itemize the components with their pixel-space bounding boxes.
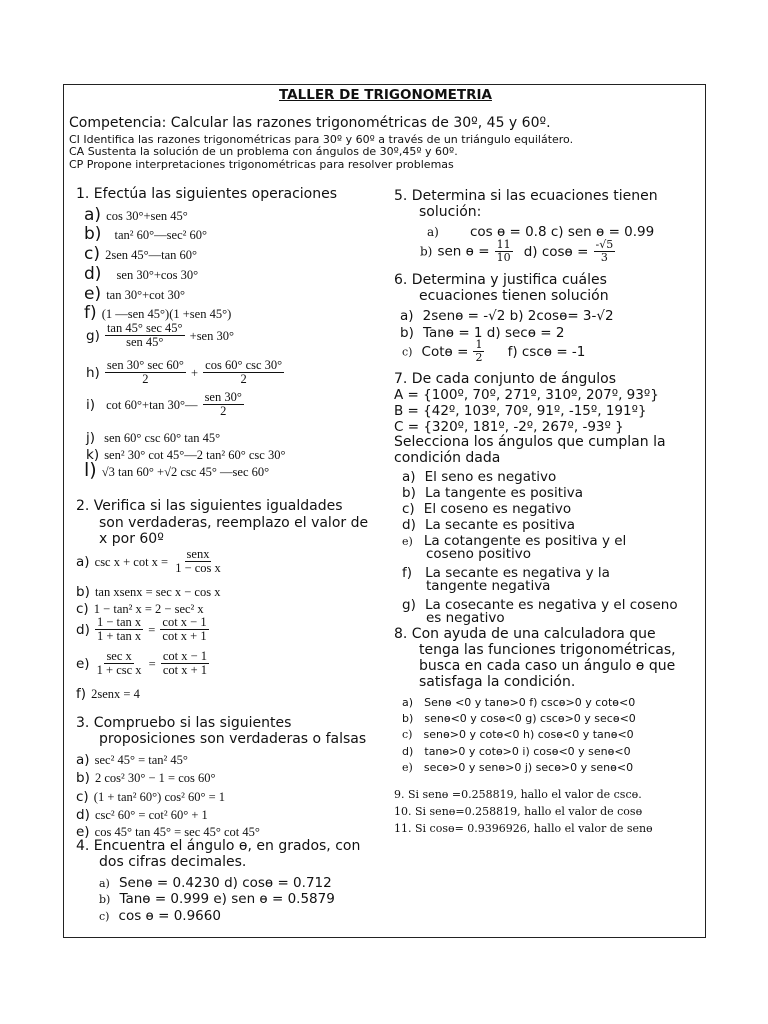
fraction: $\frac{\tan 45^\circ \sec 45^\circ}{\text{sen 45°}}$ xyxy=(106,321,183,350)
q5-item: a) cos ɵ = 0.8 c) sen ɵ = 0.99 xyxy=(427,224,655,240)
q7-item: d) La secante es positiva xyxy=(402,517,576,533)
q2-item: b) tan xsenx = sec x − cos x xyxy=(76,584,221,600)
q6-title-line2: ecuaciones tienen solución xyxy=(419,288,609,304)
fraction: $\frac{\text{cot x − 1}}{\text{cot x + 1}}$ xyxy=(162,649,208,678)
q8-item: d) tanɵ>0 y cotɵ>0 i) cosɵ<0 y senɵ<0 xyxy=(402,745,631,758)
cp-text: CP Propone interpretaciones trigonométricas para resolver problemas xyxy=(69,158,454,171)
q3-item: d) csc² 60° = cot² 60° + 1 xyxy=(76,807,208,823)
q3-item: a) sec² 45° = tan² 45° xyxy=(76,752,188,768)
q1-title: 1. Efectúa las siguientes operaciones xyxy=(76,186,337,202)
q1-item: l) √3 tan 60° +√2 csc 45° —sec 60° xyxy=(84,459,270,481)
q1-item: i) cot 60°+tan 30°— $\frac{\text{sen 30°}}{2}$ xyxy=(86,390,242,419)
q1-item: d) sen 30°+cos 30° xyxy=(84,264,199,284)
q11-text: 11. Si cosɵ= 0.9396926, hallo el valor de senɵ xyxy=(394,822,653,835)
q6-item: c) Cotɵ = $\frac{1}{2}$ f) cscɵ = -1 xyxy=(402,338,586,364)
q8-title-line3: busca en cada caso un ángulo ɵ que xyxy=(419,658,676,674)
q1-item: j) sen 60° csc 60° tan 45° xyxy=(86,430,221,446)
q7-title: 7. De cada conjunto de ángulos xyxy=(394,371,617,387)
q7-item: f) La secante es negativa y la xyxy=(402,565,610,581)
q5-title-line1: 5. Determina si las ecuaciones tienen xyxy=(394,188,658,204)
q3-title-line2: proposiciones son verdaderas o falsas xyxy=(99,731,367,747)
q8-item: b) senɵ<0 y cosɵ<0 g) cscɵ>0 y secɵ<0 xyxy=(402,712,636,725)
q7-item: c) El coseno es negativo xyxy=(402,501,572,517)
q7-item: g) La cosecante es negativa y el coseno xyxy=(402,597,678,613)
q7-item: e) La cotangente es positiva y el xyxy=(402,533,627,549)
worksheet-frame xyxy=(63,84,706,938)
q8-title-line4: satisfaga la condición. xyxy=(419,674,576,690)
fraction: $\frac{\text{sen 30° sec 60°}}{2}$ xyxy=(106,358,184,387)
q2-title-line3: x por 60º xyxy=(99,531,164,547)
fraction: $\frac{\text{1 − tan x}}{\text{1 + tan x}}$ xyxy=(96,615,142,644)
q1-item: a) cos 30°+sen 45° xyxy=(84,205,188,225)
q8-item: c) senɵ>0 y cotɵ<0 h) cosɵ<0 y tanɵ<0 xyxy=(402,728,634,741)
q2-title-line2: son verdaderas, reemplazo el valor de xyxy=(99,515,369,531)
page-title: TALLER DE TRIGONOMETRIA xyxy=(279,87,492,103)
fraction: $\frac{\text{senx}}{\text{1 − cos x}}$ xyxy=(175,547,221,576)
fraction: $\frac{\text{cot x − 1}}{\text{cot x + 1}}$ xyxy=(162,615,207,644)
q3-item: c) (1 + tan² 60°) cos² 60° = 1 xyxy=(76,789,226,805)
q3-title-line1: 3. Compruebo si las siguientes xyxy=(76,715,292,731)
q4-item: a) Senɵ = 0.4230 d) cosɵ = 0.712 xyxy=(99,875,332,891)
q4-item: c) cos ɵ = 0.9660 xyxy=(99,908,221,924)
q1-item: h) $\frac{\text{sen 30° sec 60°}}{2}$ + $\frac{\cos 60^\circ \csc 30^\circ}{2}$ xyxy=(86,358,283,387)
q10-text: 10. Si senɵ=0.258819, hallo el valor de cosɵ xyxy=(394,805,643,818)
q1-item: b) tan² 60°—sec² 60° xyxy=(84,224,208,244)
q6-item: b) Tanɵ = 1 d) secɵ = 2 xyxy=(400,325,565,341)
q1-item: k) sen² 30° cot 45°—2 tan² 60° csc 30° xyxy=(86,447,286,463)
q5-title-line2: solución: xyxy=(419,204,482,220)
set-a: A = {100º, 70º, 271º, 310º, 207º, 93º} xyxy=(394,387,659,403)
fraction: $\frac{11}{10}$ xyxy=(496,238,511,264)
ci-text: CI Identifica las razones trigonométricas para 30º y 60º a través de un triángulo equilátero. xyxy=(69,133,574,146)
ca-text: CA Sustenta la solución de un problema con ángulos de 30º,45º y 60º. xyxy=(69,145,458,158)
q3-item: b) 2 cos² 30° − 1 = cos 60° xyxy=(76,770,216,786)
q8-title-line1: 8. Con ayuda de una calculadora que xyxy=(394,626,656,642)
q4-title-line1: 4. Encuentra el ángulo ɵ, en grados, con xyxy=(76,838,361,854)
set-b: B = {42º, 103º, 70º, 91º, -15º, 191º} xyxy=(394,403,647,419)
q4-title-line2: dos cifras decimales. xyxy=(99,854,247,870)
q5-item: b) sen ɵ = $\frac{11}{10}$ d) cosɵ = $\frac{-√5}{3}$ xyxy=(420,238,614,264)
q7-instruction-line1: Selecciona los ángulos que cumplan la xyxy=(394,434,666,450)
q7-instruction-line2: condición dada xyxy=(394,450,501,466)
q1-item: f) (1 —sen 45°)(1 +sen 45°) xyxy=(84,303,232,323)
q7-item: b) La tangente es positiva xyxy=(402,485,584,501)
q7-item-continuation: tangente negativa xyxy=(426,578,551,594)
q2-item: e) $\frac{\text{sec x}}{\text{1 + csc x}}$ = $\frac{\text{cot x − 1}}{\text{cot x + 1}}$ xyxy=(76,649,208,678)
q6-item: a) 2senɵ = -√2 b) 2cosɵ= 3-√2 xyxy=(400,308,614,324)
q8-item: a) Senɵ <0 y tanɵ>0 f) cscɵ>0 y cotɵ<0 xyxy=(402,696,636,709)
fraction: $\frac{\cos 60^\circ \csc 30^\circ}{2}$ xyxy=(205,358,283,387)
q7-item-continuation: coseno positivo xyxy=(426,546,532,562)
set-c: C = {320º, 181º, -2º, 267º, -93º } xyxy=(394,419,624,435)
q4-item: b) Tanɵ = 0.999 e) sen ɵ = 0.5879 xyxy=(99,891,335,907)
fraction: $\frac{-√5}{3}$ xyxy=(595,238,614,264)
q2-item: f) 2senx = 4 xyxy=(76,686,140,702)
q1-item: c) 2sen 45°—tan 60° xyxy=(84,244,198,264)
q2-item: c) 1 − tan² x = 2 − sec² x xyxy=(76,601,204,617)
q2-item: a) csc x + cot x = $\frac{\text{senx}}{\text{1 − cos x}}$ xyxy=(76,547,221,576)
q7-item: a) El seno es negativo xyxy=(402,469,557,485)
competencia-text: Competencia: Calcular las razones trigonométricas de 30º, 45 y 60º. xyxy=(69,115,551,131)
q7-item-continuation: es negativo xyxy=(426,610,505,626)
q2-item: d) $\frac{\text{1 − tan x}}{\text{1 + tan x}}$ = $\frac{\text{cot x − 1}}{\text{cot x + 1}}$ xyxy=(76,615,207,644)
q1-item: g) $\frac{\tan 45^\circ \sec 45^\circ}{\text{sen 45°}}$ +sen 30° xyxy=(86,321,234,350)
fraction: $\frac{1}{2}$ xyxy=(475,338,483,364)
q8-title-line2: tenga las funciones trigonométricas, xyxy=(419,642,676,658)
fraction: $\frac{\text{sen 30°}}{2}$ xyxy=(204,390,242,419)
fraction: $\frac{\text{sec x}}{\text{1 + csc x}}$ xyxy=(96,649,142,678)
q3-item: e) cos 45° tan 45° = sec 45° cot 45° xyxy=(76,824,260,840)
q6-title-line1: 6. Determina y justifica cuáles xyxy=(394,272,607,288)
q1-item: e) tan 30°+cot 30° xyxy=(84,284,186,304)
q8-item: e) secɵ>0 y senɵ>0 j) secɵ>0 y senɵ<0 xyxy=(402,761,634,774)
q2-title-line1: 2. Verifica si las siguientes igualdades xyxy=(76,498,343,514)
q9-text: 9. Si senɵ =0.258819, hallo el valor de cscɵ. xyxy=(394,788,642,801)
